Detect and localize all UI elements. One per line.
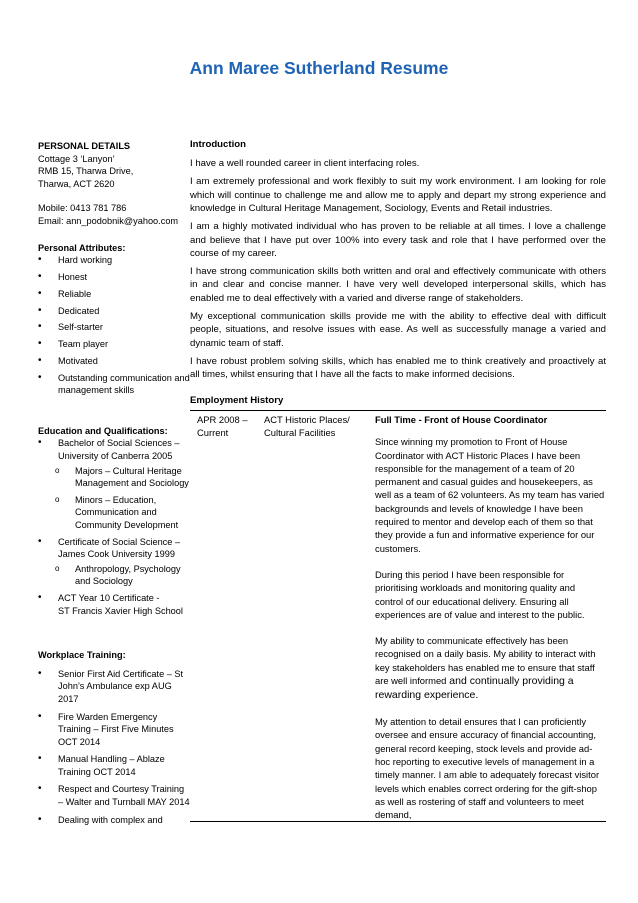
employment-role: Full Time - Front of House Coordinator [375,414,548,425]
intro-paragraph: I have a well rounded career in client interfacing roles. [190,158,420,170]
intro-paragraph: I am extremely professional and work flexibly to suit my work environment. I am looking for role which will continue to challenge me and allow me to apply and depart my strong experience and knowledge in Cultural Heritage Management, Sociology, Events and Retail industries. [190,176,606,215]
list-item: • Manual Handling – Ablaze Training OCT 2014 [38,753,190,778]
sub-list [38,465,190,532]
employment-paragraph: During this period I have been responsible for prioritising workloads and monitoring quality and control of our educational delivery. Ensuring all experiences are of value and interest to the public. [375,568,585,620]
sub-list [38,563,190,588]
address-line: Cottage 3 ‘Lanyon’ [38,153,115,164]
sub-item: o Minors – Education, Communication and Community Development [38,494,190,532]
list-item: • Honest [38,271,190,284]
list-item: • Self-starter [38,321,190,334]
list-item: • Senior First Aid Certificate – St John’s Ambulance exp AUG 2017 [38,668,190,706]
employment-paragraph: My attention to detail ensures that I can proficiently oversee and ensure accuracy of financial accounting, general record keeping, stock levels and provide ad-hoc reporting to executive levels of management in a timely manner. I am able to adequately forecast visitor levels which enables correct ordering for the gift-shop as well as rostering of staff and volunteers to meet demand, [375,716,600,821]
page-title: Ann Maree Sutherland Resume [189,58,449,78]
employment-paragraph: Since winning my promotion to Front of House Coordinator with ACT Historic Places I have been responsible for the management of a team of 20 permanent and casual guides and housekeepers, as well as a team of 62 volunteers. As my team has varied backgrounds and levels of knowledge I have been required to mentor and develop each of them so that they provide a fun and informative experience for our customers. [375,436,605,554]
list-item: • Team player [38,338,190,351]
employment-employer: ACT Historic Places/ Cultural Facilities [264,414,350,439]
workplace-list [38,668,190,827]
list-item: • Dedicated [38,305,190,318]
employment-details [375,413,605,834]
workplace-heading: Workplace Training: [38,650,126,661]
mobile: Mobile: 0413 781 786 [38,203,127,214]
address-line: Tharwa, ACT 2620 [38,178,115,189]
intro-paragraph: I have strong communication skills both written and oral and effectively communicate with others in and clear and concise manner. I have very well developed interpersonal skills, which has enabled me to deal effectively with a varied and diverse range of stakeholders. [190,266,606,304]
list-item: • Dealing with complex and [38,814,190,827]
list-item [38,536,190,588]
intro-paragraph: I am a highly motivated individual who has proven to be reliable at all times. I love a challenge and believe that I have put over 100% into every task and role that I have performed over the course of my career. [190,221,606,260]
education-list [38,437,190,617]
intro-paragraph: My exceptional communication skills provide me with the ability to effective deal with difficult people, situations, and resolve issues with ease. As well as successfully manage a varied and dynamic team of staff. [190,310,606,349]
employment-heading: Employment History [190,395,284,406]
attributes-list [38,254,190,397]
email: Email: ann_podobnik@yahoo.com [38,215,179,226]
employment-date: APR 2008 – Current [197,414,248,439]
sub-item: o Majors – Cultural Heritage Management and Sociology [38,465,190,490]
list-item: • Hard working [38,254,190,267]
introduction-section [190,138,606,386]
employment-table [190,410,606,822]
address-line: RMB 15, Tharwa Drive, [38,166,134,177]
employment-paragraph [375,634,605,702]
list-item: • Fire Warden Emergency Training – First Five Minutes OCT 2014 [38,711,190,749]
attributes-heading: Personal Attributes: [38,242,126,253]
sub-item: o Anthropology, Psychology and Sociology [38,563,190,588]
introduction-heading: Introduction [190,139,246,150]
list-item: • Motivated [38,355,190,368]
education-heading: Education and Qualifications: [38,425,168,436]
intro-paragraph: I have robust problem solving skills, which has enabled me to think creatively and proactively at all times, whilst ensuring that I have all the facts to make informed decisions. [190,355,606,381]
education-item: Certificate of Social Science – James Cook University 1999 [58,536,181,560]
personal-details-heading: PERSONAL DETAILS [38,141,131,151]
employment-text: and continually providing a rewarding experience. [375,675,574,702]
education-item-school: ST Francis Xavier High School [58,605,183,616]
list-item [38,437,190,531]
employment-text: My ability to communicate effectively has been recognised on a daily basis. My ability to interact with key stakeholders has enabled me to ensure that staff are well informed [375,635,596,687]
list-item: • Outstanding communication and management skills [38,372,190,397]
education-item: Bachelor of Social Sciences – University of Canberra 2005 [58,438,180,461]
education-item: • ACT Year 10 Certificate - [58,592,160,603]
list-item: • Respect and Courtesy Training – Walter and Turnball MAY 2014 [38,783,190,808]
left-column [38,140,190,826]
list-item: • Reliable [38,288,190,301]
list-item [38,592,190,617]
